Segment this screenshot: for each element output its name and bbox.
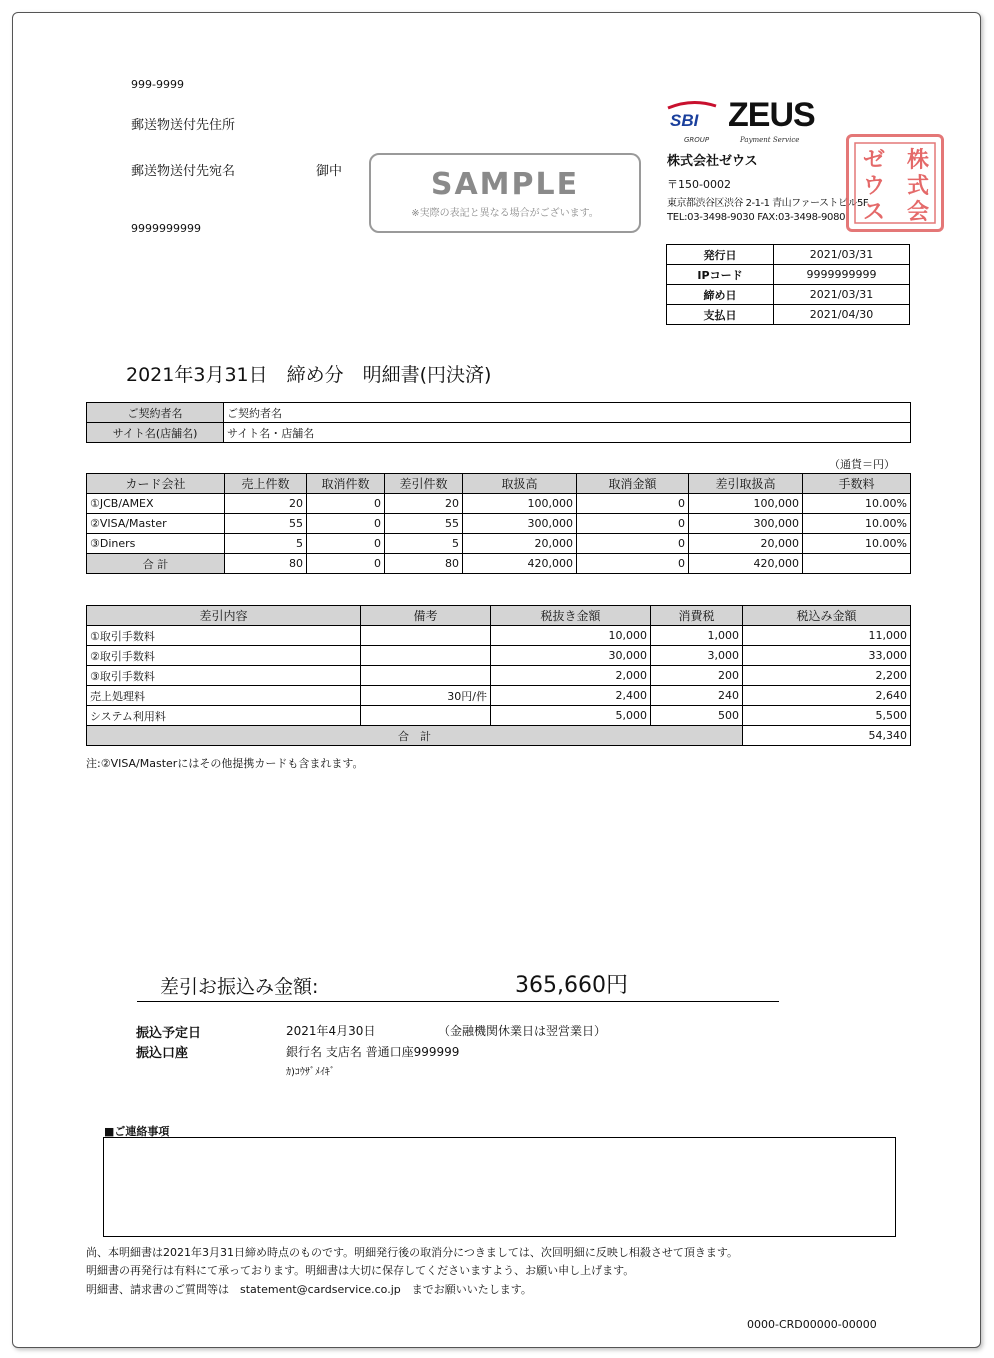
- table-row: [87, 646, 911, 666]
- svg-text:式: 式: [907, 173, 930, 199]
- transfer-account-value: 銀行名 支店名 普通口座999999: [286, 1045, 460, 1059]
- sales-total-row: [87, 554, 911, 574]
- table-row: [87, 706, 911, 726]
- deductions-cell: [361, 706, 491, 726]
- deductions-cell: 500: [651, 706, 743, 726]
- sales-cell: 100,000: [689, 494, 803, 514]
- logo-group: GROUP: [684, 136, 710, 144]
- deductions-header: 消費税: [651, 606, 743, 626]
- sales-cell: 20,000: [463, 534, 577, 554]
- deductions-cell: 33,000: [743, 646, 911, 666]
- deductions-cell: ①取引手数料: [87, 626, 361, 646]
- sales-cell: 0: [577, 494, 689, 514]
- company-address: 東京都渋谷区渋谷 2-1-1 青山ファーストビル5F: [667, 198, 869, 209]
- sales-cell: 55: [225, 514, 307, 534]
- table-row: [87, 514, 911, 534]
- deductions-total-value: 54,340: [743, 726, 911, 746]
- meta-row: [667, 285, 910, 305]
- deductions-total-row: [87, 726, 911, 746]
- sales-total-cell: [803, 554, 911, 574]
- contract-value-2: サイト名・店舗名: [224, 423, 911, 443]
- meta-value: 9999999999: [774, 265, 910, 285]
- deductions-header: 備考: [361, 606, 491, 626]
- transfer-date-value: 2021年4月30日: [286, 1024, 376, 1038]
- transfer-underline: [137, 1001, 779, 1002]
- meta-value: 2021/03/31: [774, 245, 910, 265]
- deductions-cell: 2,400: [491, 686, 651, 706]
- table-row: [87, 686, 911, 706]
- meta-row: [667, 265, 910, 285]
- contract-label-1: ご契約者名: [87, 403, 224, 423]
- company-name: 株式会社ゼウス: [667, 154, 758, 169]
- table-row: [87, 534, 911, 554]
- sales-cell: 20: [225, 494, 307, 514]
- meta-row: [667, 305, 910, 325]
- deductions-cell: ③取引手数料: [87, 666, 361, 686]
- recipient-code: 9999999999: [131, 222, 201, 235]
- sales-header: カード会社: [87, 474, 225, 494]
- zeus-logo: ZEUS: [728, 96, 815, 134]
- sales-cell: 0: [577, 514, 689, 534]
- recipient-postal: 999-9999: [131, 78, 184, 91]
- deductions-cell: [361, 646, 491, 666]
- sales-header: 差引件数: [385, 474, 463, 494]
- sbi-logo-text: SBI: [670, 111, 699, 130]
- svg-text:ゼ: ゼ: [863, 147, 886, 173]
- sales-cell: 10.00%: [803, 534, 911, 554]
- contract-table: [86, 402, 911, 443]
- sales-cell: 0: [307, 494, 385, 514]
- deductions-cell: 200: [651, 666, 743, 686]
- logo-sub: Payment Service: [740, 136, 800, 144]
- deductions-header: 差引内容: [87, 606, 361, 626]
- company-tel: TEL:03-3498-9030 FAX:03-3498-9080: [667, 212, 846, 223]
- notice-box: [103, 1137, 896, 1237]
- meta-label: 締め日: [667, 285, 774, 305]
- sales-cell: 55: [385, 514, 463, 534]
- sales-cell: 0: [307, 534, 385, 554]
- footnote: 注:②VISA/Masterにはその他提携カードも含まれます。: [86, 757, 364, 770]
- deductions-cell: システム利用料: [87, 706, 361, 726]
- sales-total-cell: 0: [307, 554, 385, 574]
- svg-text:ウ: ウ: [863, 173, 886, 199]
- sales-header: 取扱高: [463, 474, 577, 494]
- sales-total-cell: 0: [577, 554, 689, 574]
- transfer-label: 差引お振込み金額:: [160, 976, 319, 998]
- sales-cell: 100,000: [463, 494, 577, 514]
- table-row: [87, 666, 911, 686]
- sales-total-cell: 420,000: [689, 554, 803, 574]
- deductions-cell: [361, 626, 491, 646]
- deductions-total-label: 合 計: [87, 726, 743, 746]
- svg-text:会: 会: [907, 199, 930, 225]
- sales-cell: 20: [385, 494, 463, 514]
- transfer-account-kana: ｶ)ｺｳｻﾞﾒｲｷﾞ: [286, 1067, 335, 1078]
- footer-line-3: 明細書、請求書のご質問等は statement@cardservice.co.jp までお願いいたします。: [86, 1283, 532, 1296]
- sales-cell: 10.00%: [803, 494, 911, 514]
- deductions-cell: 30円/件: [361, 686, 491, 706]
- deductions-cell: 2,000: [491, 666, 651, 686]
- sales-cell: 300,000: [463, 514, 577, 534]
- deductions-table: [86, 605, 911, 746]
- sales-header: 取消件数: [307, 474, 385, 494]
- deductions-cell: [361, 666, 491, 686]
- company-postal: 〒150-0002: [667, 178, 731, 191]
- sales-cell: 0: [307, 514, 385, 534]
- footer-line-1: 尚、本明細書は2021年3月31日締め時点のものです。明細発行後の取消分につきましては、次回明細に反映し相殺させて頂きます。: [86, 1246, 739, 1259]
- sales-total-cell: 80: [385, 554, 463, 574]
- sales-cell: ①JCB/AMEX: [87, 494, 225, 514]
- meta-value: 2021/04/30: [774, 305, 910, 325]
- deductions-cell: ②取引手数料: [87, 646, 361, 666]
- sbi-logo: [666, 100, 718, 130]
- meta-label: 支払日: [667, 305, 774, 325]
- deductions-cell: 2,200: [743, 666, 911, 686]
- sales-cell: 10.00%: [803, 514, 911, 534]
- deductions-header: 税抜き金額: [491, 606, 651, 626]
- transfer-date-label: 振込予定日: [136, 1026, 202, 1041]
- deductions-cell: 1,000: [651, 626, 743, 646]
- currency-note: （通貨＝円）: [829, 458, 895, 471]
- deductions-cell: 10,000: [491, 626, 651, 646]
- svg-text:株: 株: [907, 147, 930, 173]
- deductions-cell: 売上処理料: [87, 686, 361, 706]
- meta-row: [667, 245, 910, 265]
- sales-header: 取消金額: [577, 474, 689, 494]
- transfer-account-label: 振込口座: [136, 1046, 189, 1061]
- meta-label: 発行日: [667, 245, 774, 265]
- meta-table: [666, 244, 910, 325]
- page-title: 2021年3月31日 締め分 明細書(円決済): [126, 364, 492, 386]
- deductions-cell: 30,000: [491, 646, 651, 666]
- notice-title: ■ご連絡事項: [104, 1125, 170, 1138]
- contract-label-2: サイト名(店舗名): [87, 423, 224, 443]
- transfer-date-note: （金融機関休業日は翌営業日）: [438, 1024, 607, 1038]
- sample-stamp: [369, 153, 641, 233]
- contract-value-1: ご契約者名: [224, 403, 911, 423]
- sample-title: SAMPLE: [430, 167, 580, 202]
- sales-cell: 5: [225, 534, 307, 554]
- recipient-honorific: 御中: [316, 164, 343, 179]
- deductions-cell: 3,000: [651, 646, 743, 666]
- company-seal: [846, 134, 944, 232]
- meta-label: IPコード: [667, 265, 774, 285]
- sales-table: [86, 473, 911, 574]
- sales-cell: ③Diners: [87, 534, 225, 554]
- sales-header: 手数料: [803, 474, 911, 494]
- deductions-cell: 5,500: [743, 706, 911, 726]
- sales-header: 売上件数: [225, 474, 307, 494]
- sales-cell: 0: [577, 534, 689, 554]
- sales-cell: 300,000: [689, 514, 803, 534]
- deductions-header: 税込み金額: [743, 606, 911, 626]
- deductions-cell: 2,640: [743, 686, 911, 706]
- transfer-amount: 365,660円: [515, 973, 628, 998]
- deductions-cell: 11,000: [743, 626, 911, 646]
- svg-text:ス: ス: [863, 199, 886, 225]
- sales-cell: ②VISA/Master: [87, 514, 225, 534]
- sales-cell: 5: [385, 534, 463, 554]
- deductions-cell: 240: [651, 686, 743, 706]
- sales-cell: 20,000: [689, 534, 803, 554]
- table-row: [87, 494, 911, 514]
- sales-total-cell: 80: [225, 554, 307, 574]
- deductions-cell: 5,000: [491, 706, 651, 726]
- sales-header: 差引取扱高: [689, 474, 803, 494]
- recipient-address: 郵送物送付先住所: [131, 118, 236, 133]
- sales-total-cell: 合 計: [87, 554, 225, 574]
- sales-total-cell: 420,000: [463, 554, 577, 574]
- sample-note: ※実際の表記と異なる場合がございます。: [411, 208, 599, 219]
- document-code: 0000-CRD00000-00000: [747, 1318, 877, 1331]
- recipient-name: 郵送物送付先宛名: [131, 164, 236, 179]
- footer-line-2: 明細書の再発行は有料にて承っております。明細書は大切に保存してくださいますよう、お願い申し上げます。: [86, 1264, 635, 1277]
- meta-value: 2021/03/31: [774, 285, 910, 305]
- table-row: [87, 626, 911, 646]
